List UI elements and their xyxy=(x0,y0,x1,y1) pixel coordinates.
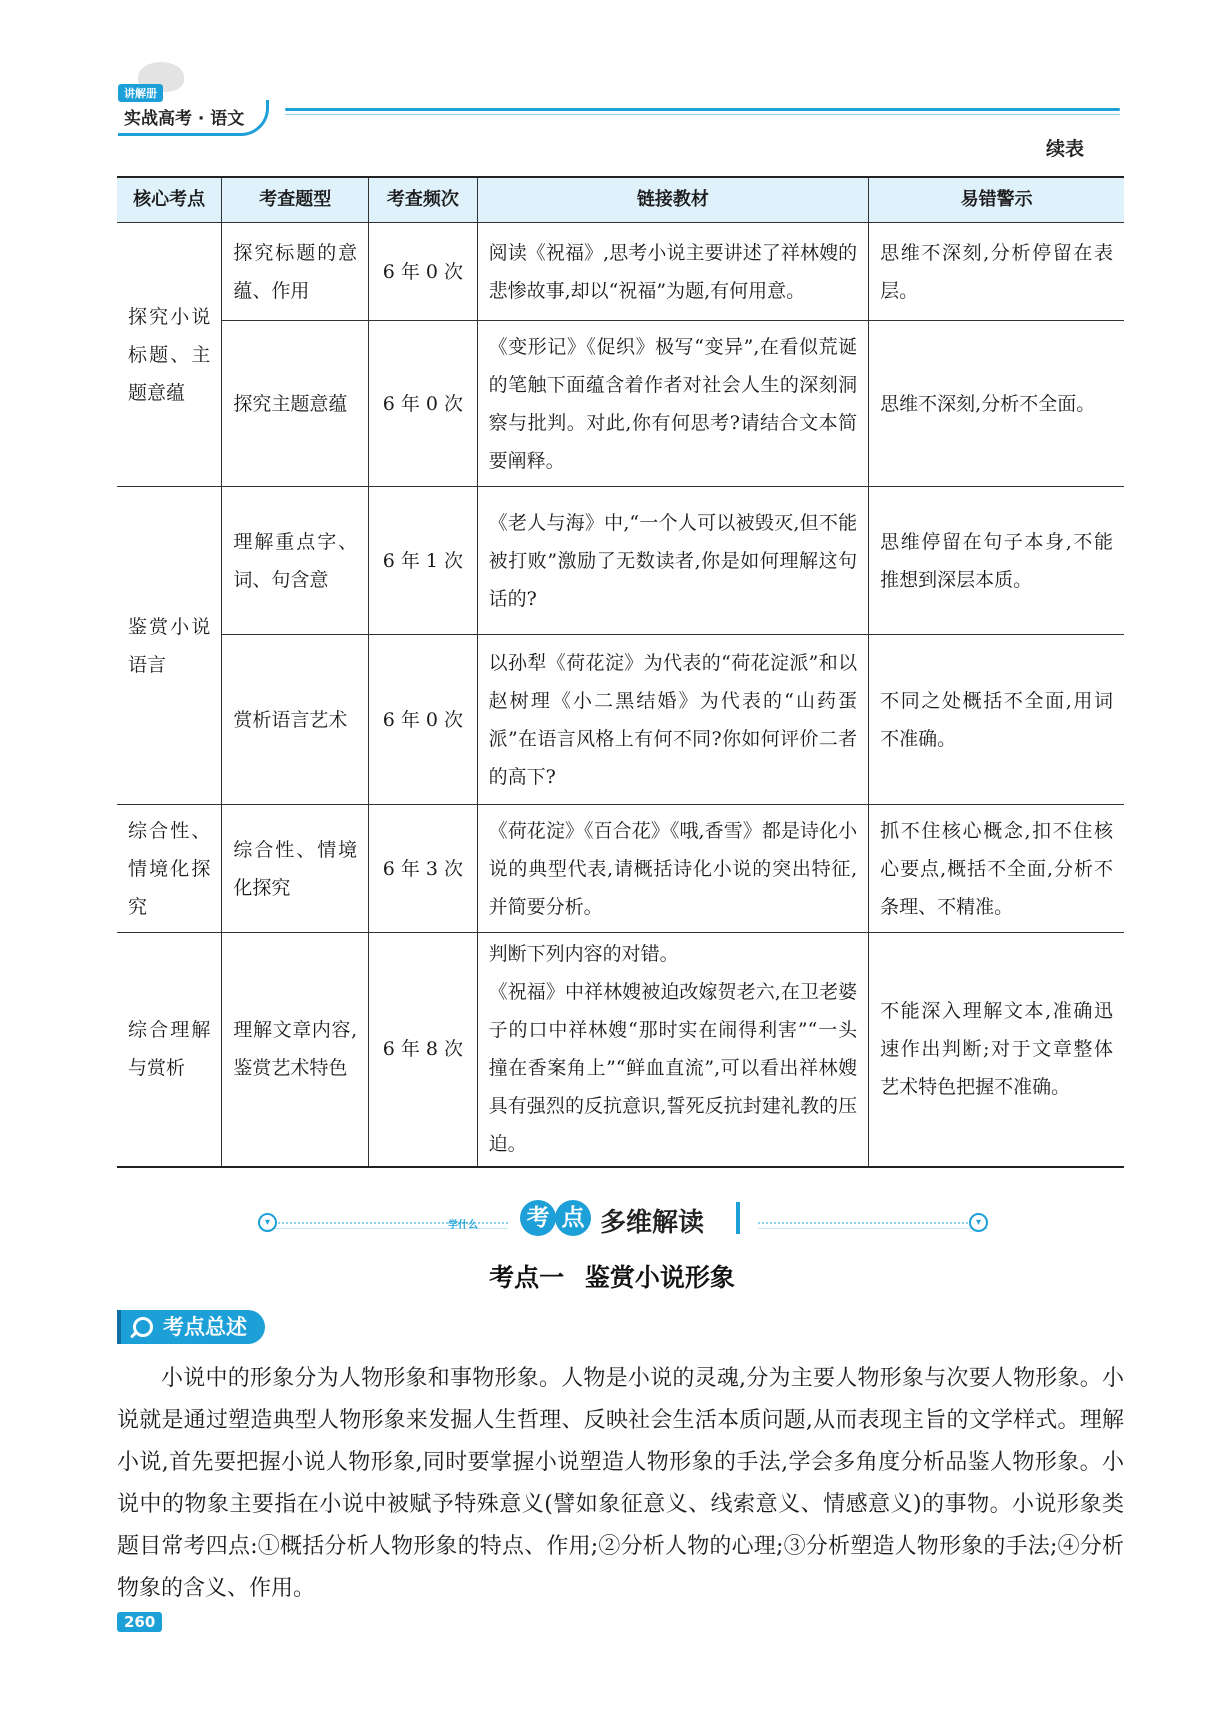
header-rule xyxy=(285,108,1120,111)
frequency-cell: 6 年 8 次 xyxy=(369,933,477,1167)
exam-point-table xyxy=(117,176,1124,1168)
page-number: 260 xyxy=(117,1612,162,1632)
textbook-link-cell xyxy=(477,933,869,1167)
section-banner xyxy=(258,1198,988,1254)
core-point-cell: 鉴赏小说语言 xyxy=(117,487,222,805)
question-type-cell: 赏析语言艺术 xyxy=(222,635,369,805)
banner-circle-char: 考 xyxy=(520,1200,556,1236)
banner-small-label: 学什么 xyxy=(448,1220,478,1231)
banner-line-right xyxy=(758,1228,988,1229)
error-warning-cell: 思维不深刻,分析不全面。 xyxy=(869,321,1124,487)
core-point-cell: 综合理解与赏析 xyxy=(117,933,222,1167)
table-row xyxy=(117,933,1124,1167)
textbook-link-cell: 《老人与海》中,“一个人可以被毁灭,但不能被打败”激励了无数读者,你是如何理解这句话的? xyxy=(477,487,869,635)
table-row xyxy=(117,805,1124,933)
table-row xyxy=(117,487,1124,635)
overview-label-text: 考点总述 xyxy=(163,1315,247,1339)
question-type-cell: 探究标题的意蕴、作用 xyxy=(222,223,369,321)
core-point-cell: 综合性、情境化探究 xyxy=(117,805,222,933)
material-intro: 判断下列内容的对错。 xyxy=(488,943,679,966)
question-type-cell: 理解文章内容,鉴赏艺术特色 xyxy=(222,933,369,1167)
error-warning-cell: 不能深入理解文本,准确迅速作出判断;对于文章整体艺术特色把握不准确。 xyxy=(869,933,1124,1167)
banner-dotted-right xyxy=(758,1222,988,1224)
error-warning-cell: 思维停留在句子本身,不能推想到深层本质。 xyxy=(869,487,1124,635)
frequency-cell: 6 年 1 次 xyxy=(369,487,477,635)
header-tag: 讲解册 xyxy=(118,84,163,102)
textbook-link-cell: 《变形记》《促织》极写“变异”,在看似荒诞的笔触下面蕴含着作者对社会人生的深刻洞察与批判。对此,你有何思考?请结合文本简要阐释。 xyxy=(477,321,869,487)
table-header-row xyxy=(117,177,1124,223)
book-title: 实战高考 · 语文 xyxy=(118,100,269,136)
material-text: 《祝福》中祥林嫂被迫改嫁贺老六,在卫老婆子的口中祥林嫂“那时实在闹得利害”“一头撞在香案角上”“鲜血直流”,可以看出祥林嫂具有强烈的反抗意识,誓死反抗封建礼教的压迫。 xyxy=(488,981,858,1156)
col-header-material: 链接教材 xyxy=(477,177,869,223)
table-row xyxy=(117,635,1124,805)
question-type-cell: 综合性、情境化探究 xyxy=(222,805,369,933)
frequency-cell: 6 年 3 次 xyxy=(369,805,477,933)
textbook-link-cell: 《荷花淀》《百合花》《哦,香雪》都是诗化小说的典型代表,请概括诗化小说的突出特征,并简要分析。 xyxy=(477,805,869,933)
col-header-type: 考查题型 xyxy=(222,177,369,223)
error-warning-cell: 思维不深刻,分析停留在表层。 xyxy=(869,223,1124,321)
search-icon xyxy=(133,1317,153,1337)
textbook-link-cell: 以孙犁《荷花淀》为代表的“荷花淀派”和以赵树理《小二黑结婚》为代表的“山药蛋派”在语言风格上有何不同?你如何评价二者的高下? xyxy=(477,635,869,805)
error-warning-cell: 不同之处概括不全面,用词不准确。 xyxy=(869,635,1124,805)
overview-label xyxy=(117,1310,265,1344)
col-header-point: 核心考点 xyxy=(117,177,222,223)
frequency-cell: 6 年 0 次 xyxy=(369,321,477,487)
chevron-down-icon: ▾ xyxy=(258,1213,277,1232)
question-type-cell: 探究主题意蕴 xyxy=(222,321,369,487)
col-header-frequency: 考查频次 xyxy=(369,177,477,223)
header-rule-thin xyxy=(285,114,1120,115)
section-title: 考点一 鉴赏小说形象 xyxy=(489,1263,735,1292)
textbook-link-cell: 阅读《祝福》,思考小说主要讲述了祥林嫂的悲惨故事,却以“祝福”为题,有何用意。 xyxy=(477,223,869,321)
table-row xyxy=(117,223,1124,321)
banner-bar xyxy=(736,1202,740,1234)
frequency-cell: 6 年 0 次 xyxy=(369,223,477,321)
core-point-cell: 探究小说标题、主题意蕴 xyxy=(117,223,222,487)
col-header-warning: 易错警示 xyxy=(869,177,1124,223)
banner-circle-char: 点 xyxy=(555,1200,591,1236)
page-header xyxy=(110,62,1120,132)
frequency-cell: 6 年 0 次 xyxy=(369,635,477,805)
overview-paragraph: 小说中的形象分为人物形象和事物形象。人物是小说的灵魂,分为主要人物形象与次要人物形象。小说就是通过塑造典型人物形象来发掘人生哲理、反映社会生活本质问题,从而表现主旨的文学样式。理解小说,首先要把握小说人物形象,同时要掌握小说塑造人物形象的手法,学会多角度分析品鉴人物形象。小说中的物象主要指在小说中被赋予特殊意义(譬如象征意义、线索意义、情感意义)的事物。小说形象类题目常考四点:①概括分析人物形象的特点、作用;②分析人物的心理;③分析塑造人物形象的手法;④分析物象的含义、作用。 xyxy=(117,1366,1124,1601)
question-type-cell: 理解重点字、词、句含意 xyxy=(222,487,369,635)
continued-label: 续表 xyxy=(1045,138,1084,160)
banner-title: 多维解读 xyxy=(600,1208,705,1238)
error-warning-cell: 抓不住核心概念,扣不住核心要点,概括不全面,分析不条理、不精准。 xyxy=(869,805,1124,933)
chevron-down-icon: ▾ xyxy=(969,1213,988,1232)
table-row xyxy=(117,321,1124,487)
